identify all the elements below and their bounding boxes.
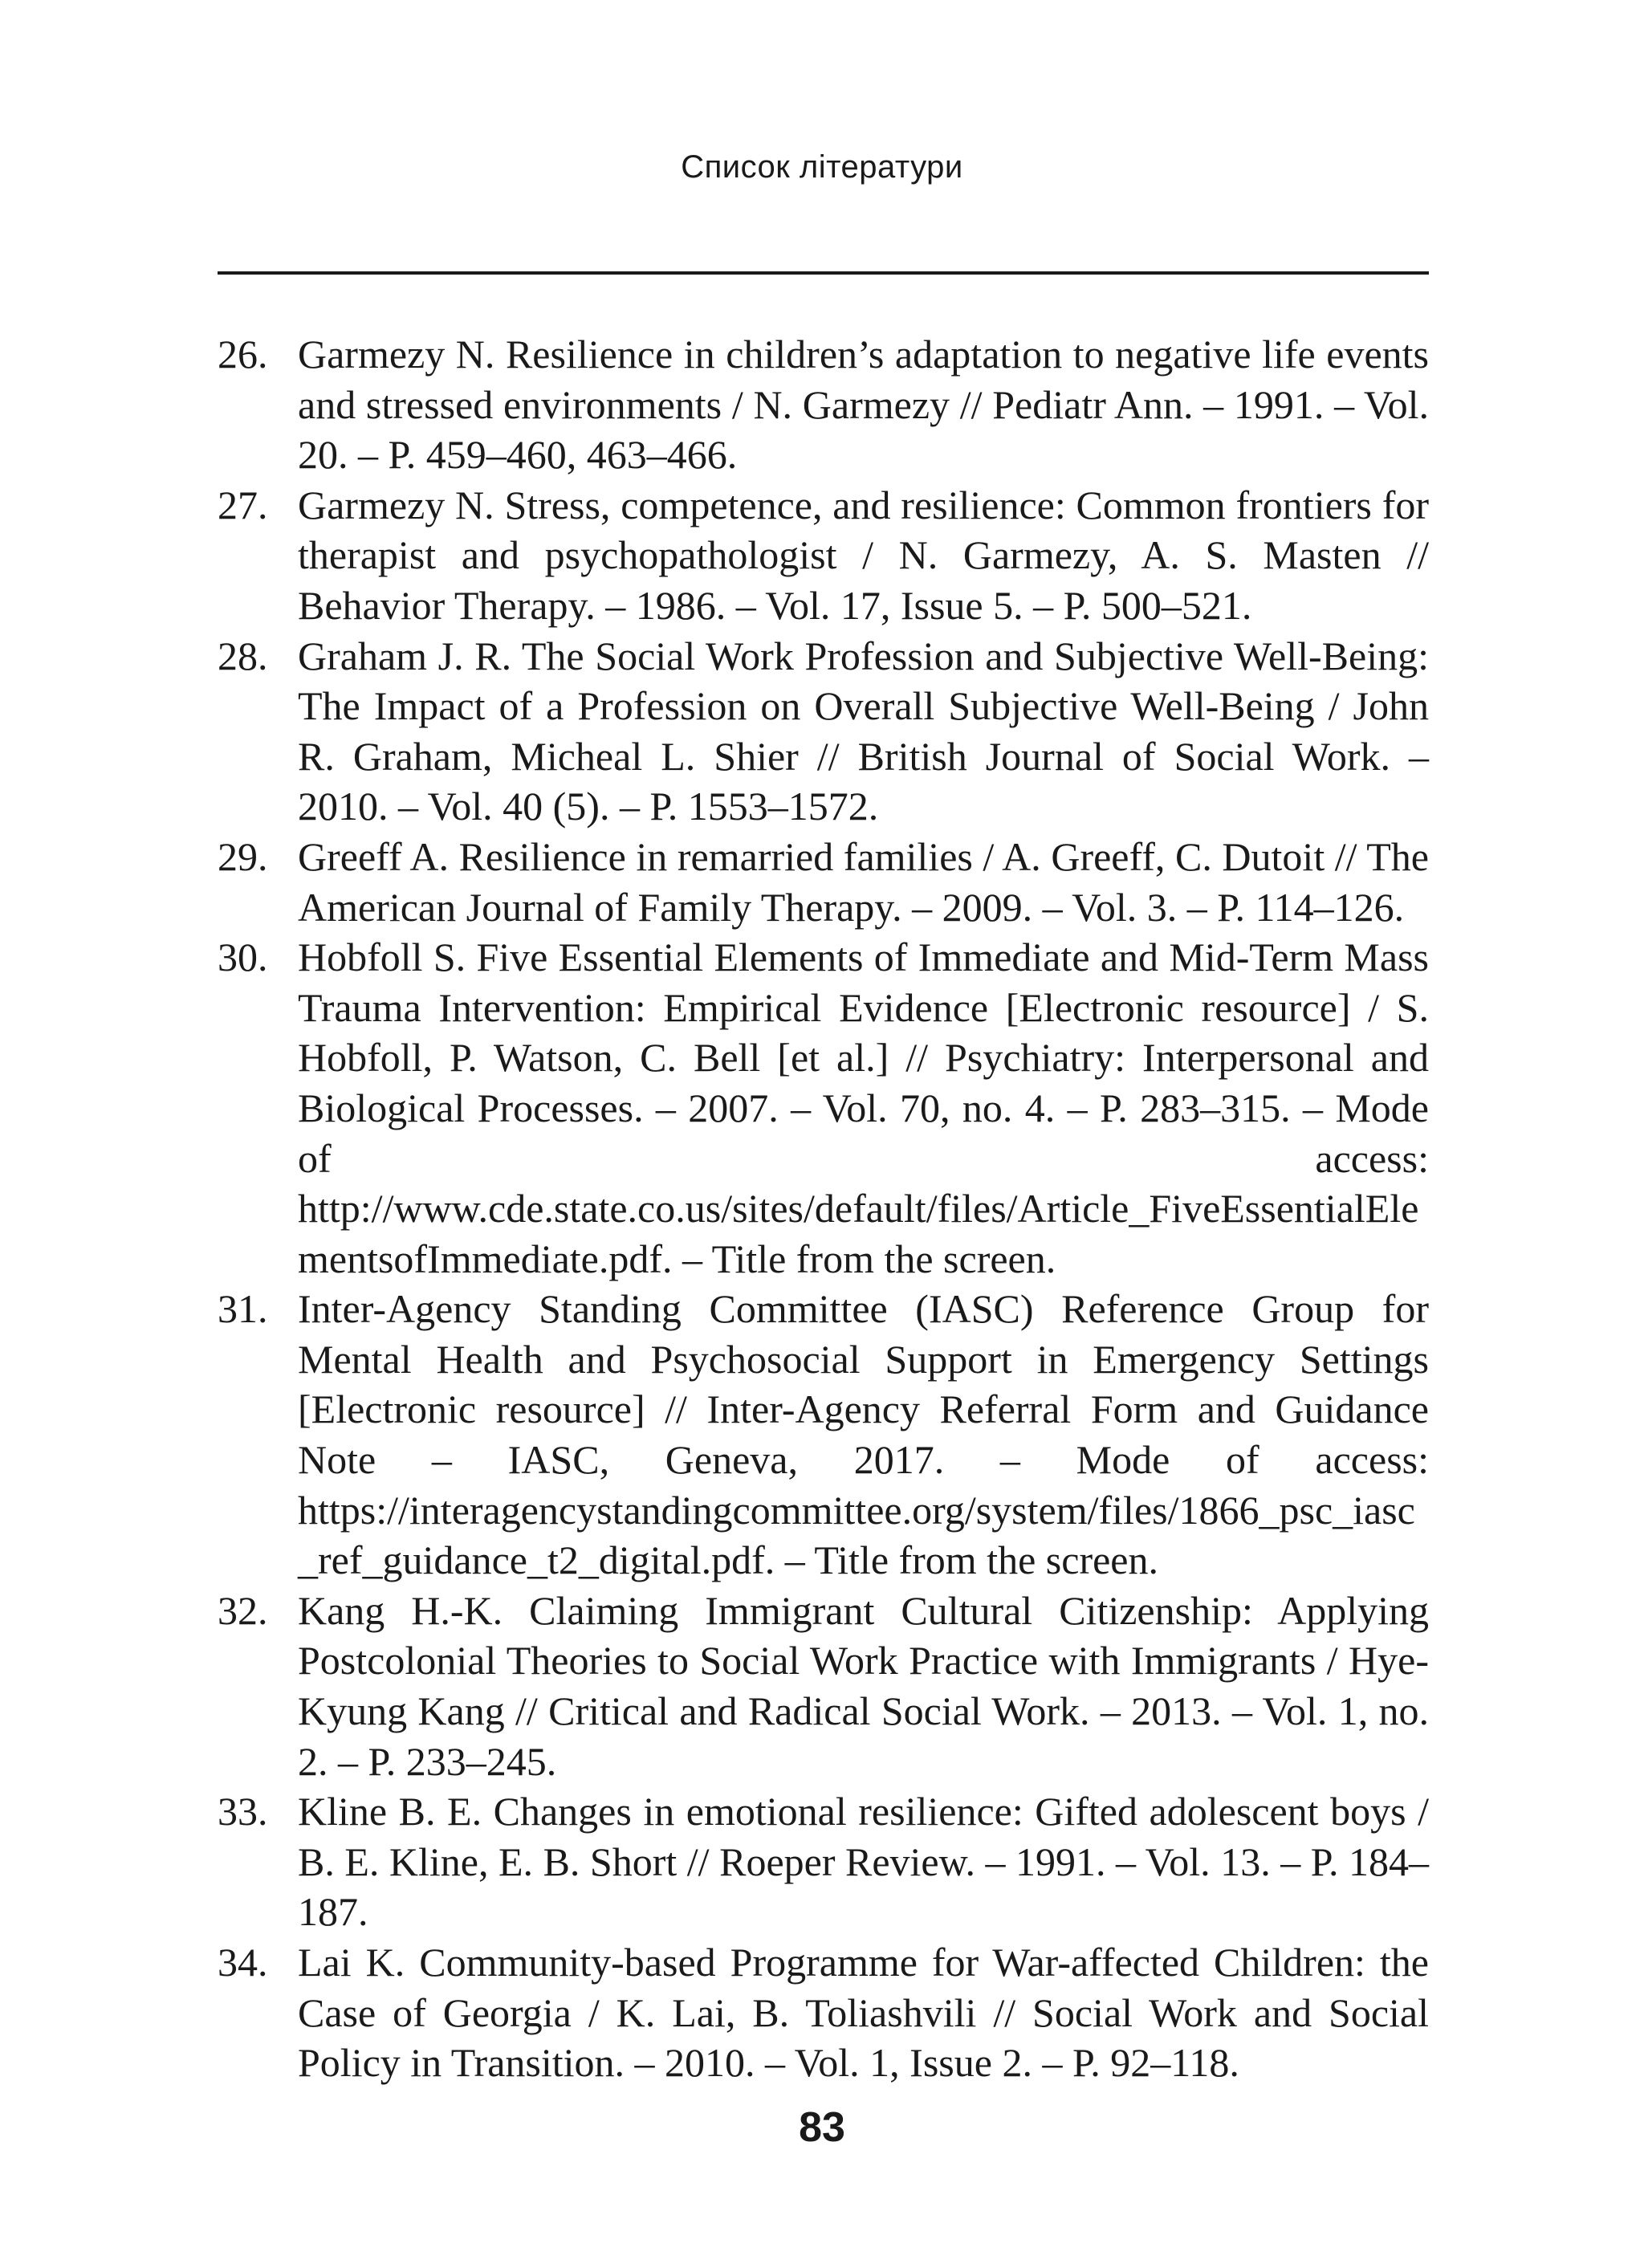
reference-item xyxy=(218,329,1429,480)
reference-text: Kang H.-K. Claiming Immigrant Cultural Citizenship: Applying Postcolonial Theories to Social Work Practice with Immigrants / Hye-Kyung Kang // Critical and Radical Social Work. – 2013. – Vol. 1, no. 2. – P. 233–245. xyxy=(298,1587,1429,1784)
reference-number: 32. xyxy=(218,1587,268,1633)
reference-text: Hobfoll S. Five Essential Elements of Immediate and Mid-Term Mass Trauma Intervention: Empirical Evidence [Electronic resource] / S. Hobfoll, P. Watson, C. Bell [et al.] // Psychiatry: Interpersonal and Biological Processes. – 2007. – Vol. 70, no. 4. – P. 283–315. – Mode of access: http://www.cde.state.co.us/sites/default/files/Article_FiveEssentialElementsofImmediate.pdf. – Title from the screen. xyxy=(298,934,1429,1281)
reference-item xyxy=(218,832,1429,932)
reference-number: 33. xyxy=(218,1789,268,1834)
reference-text: Garmezy N. Resilience in children’s adaptation to negative life events and stressed environments / N. Garmezy // Pediatr Ann. – 1991. – Vol. 20. – P. 459–460, 463–466. xyxy=(298,332,1429,478)
reference-item xyxy=(218,1586,1429,1786)
header-rule xyxy=(218,271,1429,275)
page-number: 83 xyxy=(799,2104,845,2151)
reference-item xyxy=(218,1786,1429,1937)
reference-text: Graham J. R. The Social Work Profession and Subjective Well-Being: The Impact of a Profession on Overall Subjective Well-Being / John R. Graham, Micheal L. Shier // British Journal of Social Work. – 2010. – Vol. 40 (5). – P. 1553–1572. xyxy=(298,633,1429,829)
reference-number: 34. xyxy=(218,1940,268,1985)
reference-number: 28. xyxy=(218,633,268,678)
running-head: Список літератури xyxy=(681,149,963,185)
reference-number: 26. xyxy=(218,332,268,377)
reference-number: 29. xyxy=(218,833,268,879)
reference-number: 31. xyxy=(218,1286,268,1332)
reference-text: Greeff A. Resilience in remarried families / A. Greeff, C. Dutoit // The American Journal of Family Therapy. – 2009. – Vol. 3. – P. 114–126. xyxy=(298,833,1429,930)
reference-item xyxy=(218,480,1429,631)
reference-list xyxy=(218,329,1429,2088)
reference-number: 30. xyxy=(218,934,268,980)
reference-item xyxy=(218,1284,1429,1586)
reference-item xyxy=(218,1937,1429,2088)
reference-text: Garmezy N. Stress, competence, and resilience: Common frontiers for therapist and psychopathologist / N. Garmezy, A. S. Masten // Behavior Therapy. – 1986. – Vol. 17, Issue 5. – P. 500–521. xyxy=(298,482,1429,628)
reference-number: 27. xyxy=(218,482,268,527)
reference-item xyxy=(218,932,1429,1284)
reference-item xyxy=(218,631,1429,832)
reference-text: Inter-Agency Standing Committee (IASC) Reference Group for Mental Health and Psychosocial Support in Emergency Settings [Electronic resource] // Inter-Agency Referral Form and Guidance Note – IASC, Geneva, 2017. – Mode of access: https://interagencystandingcommittee.org/system/files/1866_psc_iasc_ref_guidance_t2_digital.pdf. – Title from the screen. xyxy=(298,1286,1429,1583)
reference-text: Lai K. Community-based Programme for War-affected Children: the Case of Georgia / K. Lai, B. Toliashvili // Social Work and Social Policy in Transition. – 2010. – Vol. 1, Issue 2. – P. 92–118. xyxy=(298,1940,1429,2086)
reference-text: Kline B. E. Changes in emotional resilience: Gifted adolescent boys / B. E. Kline, E. B. Short // Roeper Review. – 1991. – Vol. 13. – P. 184–187. xyxy=(298,1789,1429,1935)
